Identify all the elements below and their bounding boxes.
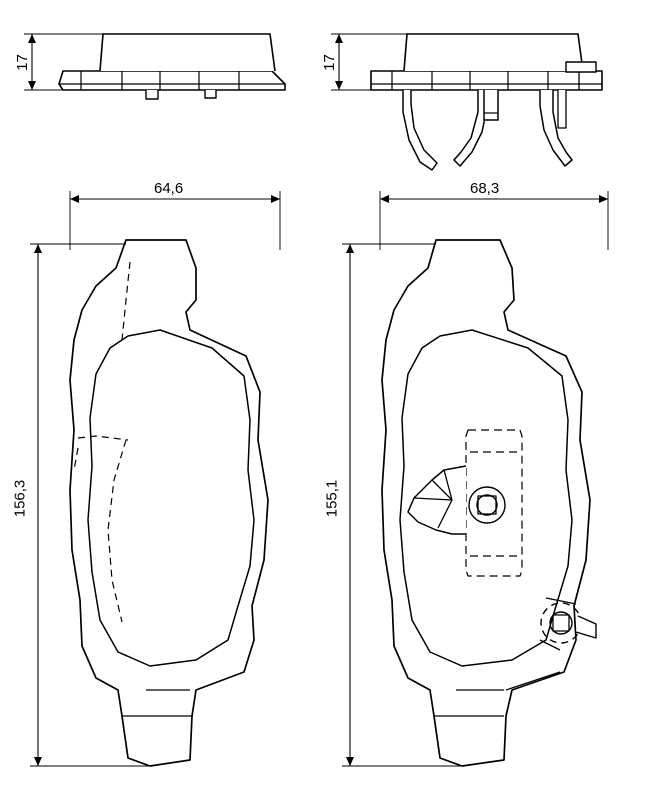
dimension-label-width-left: 64,6 — [154, 180, 184, 197]
dimension-label-thickness-left: 17 — [13, 54, 31, 71]
dimension-label-width-right: 68,3 — [470, 180, 500, 197]
dimension-label-length-left: 156,3 — [11, 479, 29, 518]
dimension-label-length-right: 155,1 — [323, 479, 341, 518]
bottom-left-face-view — [70, 240, 268, 766]
dimension-label-thickness-right: 17 — [320, 54, 338, 71]
top-left-side-view — [59, 34, 285, 99]
bottom-right-face-view — [382, 240, 596, 766]
top-right-side-view — [371, 34, 602, 170]
